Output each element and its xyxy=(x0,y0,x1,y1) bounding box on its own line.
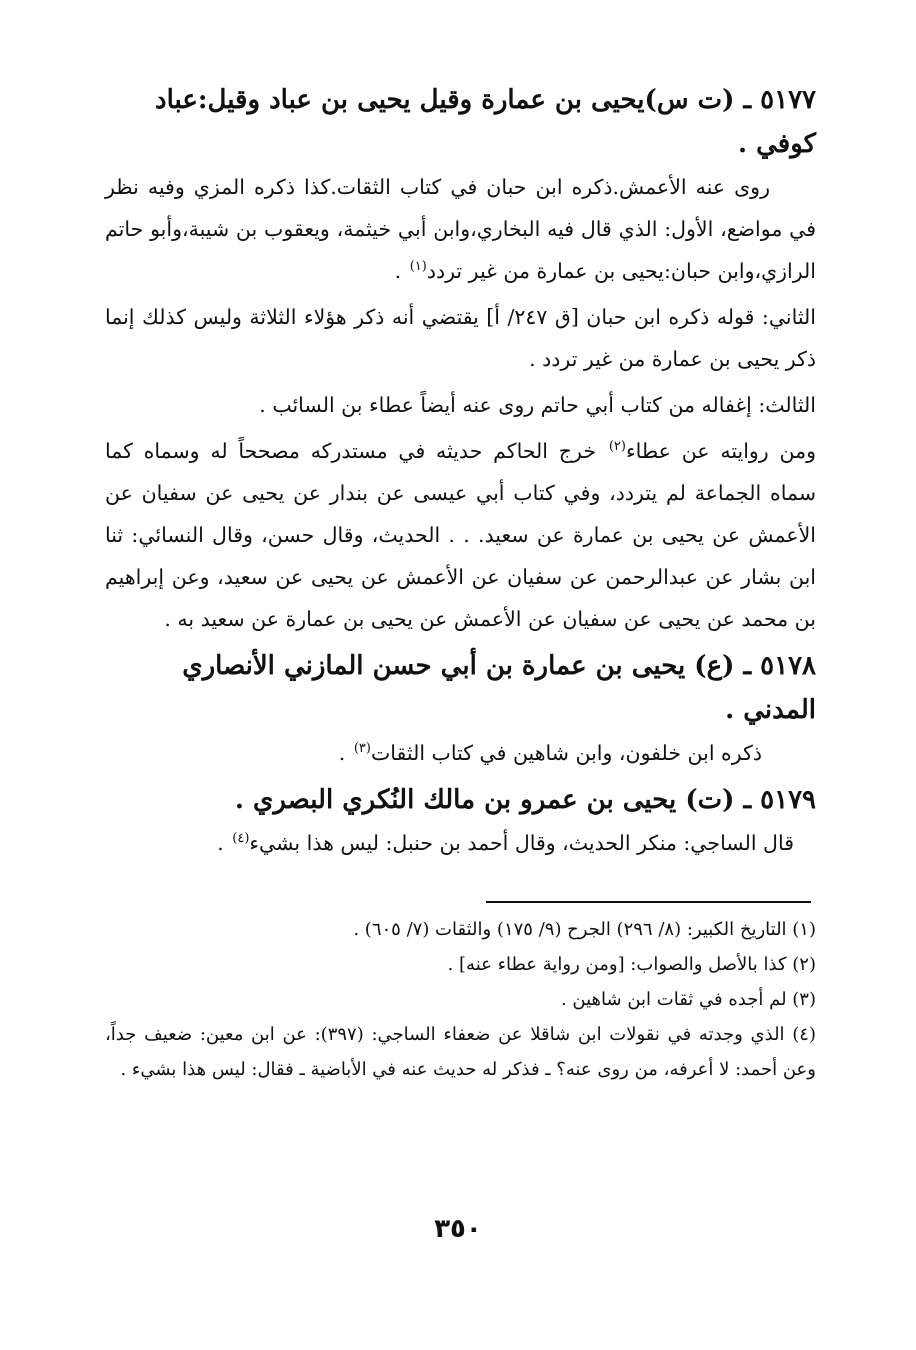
footnote-4: (٤) الذي وجدته في نقولات ابن شاقلا عن ضعفاء الساجي: (٣٩٧): عن ابن معين: ضعيف جداً، وعن أحمد: لا أعرفه، من روى عنه؟ ـ فذكر له حديث عنه في الأباضية ـ فقال: ليس هذا بشيء . xyxy=(105,1024,816,1080)
entry-heading-5179: ٥١٧٩ ـ (ت) يحيى بن عمرو بن مالك النُكري البصري . xyxy=(234,785,816,815)
paragraph-text: ومن روايته عن عطاء xyxy=(625,439,816,463)
entry-5177-paragraph-4 xyxy=(105,430,816,640)
footnote-marker-1[interactable]: (١) xyxy=(409,259,427,275)
entry-heading-5178: ٥١٧٨ ـ (ع) يحيى بن عمارة بن أبي حسن المازني الأنصاري المدني . xyxy=(182,651,816,725)
paragraph-tail: . xyxy=(394,259,408,283)
footnote-1: (١) التاريخ الكبير: (٨/ ٢٩٦) الجرح (٩/ ١٧٥) والثقات (٧/ ٦٠٥) . xyxy=(353,919,816,940)
entry-heading-5177: ٥١٧٧ ـ (ت س)يحيى بن عمارة وقيل يحيى بن عباد وقيل:عباد كوفي . xyxy=(155,85,816,159)
paragraph-text: ذكره ابن خلفون، وابن شاهين في كتاب الثقات xyxy=(370,741,762,765)
page-number: ٣٥٠ xyxy=(434,1214,482,1244)
footnote-marker-4[interactable]: (٤) xyxy=(232,831,250,847)
paragraph-text: روى عنه الأعمش.ذكره ابن حبان في كتاب الثقات.كذا ذكره المزي وفيه نظر في مواضع، الأول: الذي قال فيه البخاري،وابن أبي خيثمة، ويعقوب بن شيبة،وأبو حاتم الرازي،وابن حبان:يحيى بن عمارة من غير تردد xyxy=(105,175,816,283)
footnote-separator xyxy=(486,901,811,903)
paragraph-text: الثالث: إغفاله من كتاب أبي حاتم روى عنه أيضاً عطاء بن السائب . xyxy=(259,393,816,417)
footnote-3: (٣) لم أجده في ثقات ابن شاهين . xyxy=(560,989,816,1010)
paragraph-tail: . xyxy=(338,741,352,765)
footnote-marker-2[interactable]: (٢) xyxy=(608,439,626,455)
entry-5179-paragraph-1 xyxy=(105,822,816,864)
entry-5177-paragraph-3 xyxy=(105,384,816,426)
paragraph-text: الثاني: قوله ذكره ابن حبان [ق ٢٤٧/ أ] يقتضي أنه ذكر هؤلاء الثلاثة وليس كذلك إنما ذكر يحيى بن عمارة من غير تردد . xyxy=(105,305,816,371)
paragraph-tail: . xyxy=(217,831,231,855)
main-text xyxy=(105,78,816,864)
footnotes xyxy=(105,912,816,1087)
paragraph-tail: خرج الحاكم حديثه في مستدركه مصححاً له وسماه كما سماه الجماعة لم يتردد، وفي كتاب أبي عيسى عن بندار عن يحيى عن سفيان عن الأعمش عن يحيى بن عمارة عن سعيد. . . الحديث، وقال حسن، وقال النسائي: ثنا ابن بشار عن عبدالرحمن عن سفيان عن الأعمش عن يحيى عن سعيد، وعن إبراهيم بن محمد عن يحيى عن سفيان عن الأعمش عن يحيى بن عمارة عن سعيد به . xyxy=(105,439,816,631)
paragraph-text: قال الساجي: منكر الحديث، وقال أحمد بن حنبل: ليس هذا بشيء xyxy=(249,831,794,855)
footnote-2: (٢) كذا بالأصل والصواب: [ومن رواية عطاء عنه] . xyxy=(447,954,816,975)
footnote-marker-3[interactable]: (٣) xyxy=(353,741,371,757)
entry-5177-paragraph-2 xyxy=(105,296,816,380)
entry-5177-paragraph-1 xyxy=(105,166,816,292)
entry-5178-paragraph-1 xyxy=(105,732,816,774)
